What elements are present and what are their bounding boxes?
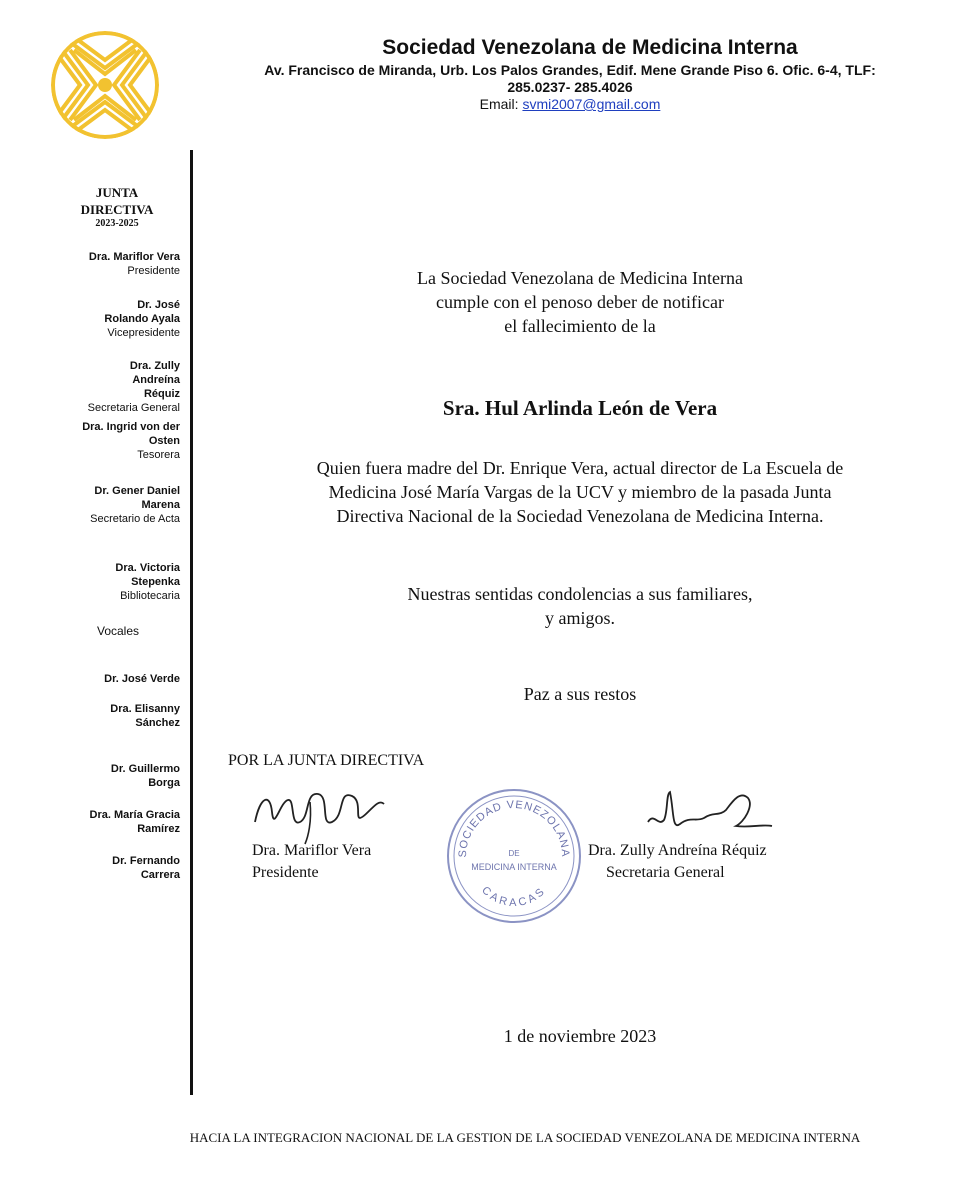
intro-paragraph — [240, 266, 920, 338]
stamp-mid-2: MEDICINA INTERNA — [471, 862, 557, 872]
junta-label: JUNTA — [95, 185, 139, 200]
member-treasurer — [40, 420, 180, 462]
member-role: Tesorera — [137, 449, 180, 461]
signer-secretary — [588, 840, 767, 884]
signer-president — [252, 840, 371, 884]
description-line: Quien fuera madre del Dr. Enrique Vera, actual director de La Escuela de — [316, 458, 844, 478]
condolences-paragraph — [240, 582, 920, 630]
member-secretary — [40, 359, 180, 415]
signer-name: Dra. Zully Andreína Réquiz — [588, 842, 767, 859]
stamp-mid-1: DE — [508, 849, 520, 858]
member-president — [40, 250, 180, 278]
junta-heading — [62, 184, 172, 230]
address-line-1: Av. Francisco de Miranda, Urb. Los Palos Grandes, Edif. Mene Grande Piso 6. Ofic. 6-4, TLF: — [264, 62, 876, 78]
document-date: 1 de noviembre 2023 — [503, 1026, 657, 1046]
member-role: Presidente — [127, 265, 180, 277]
signer-role: Presidente — [252, 864, 319, 881]
intro-line: cumple con el penoso deber de notificar — [436, 292, 724, 312]
description-line: Medicina José María Vargas de la UCV y miembro de la pasada Junta — [328, 482, 832, 502]
intro-line: el fallecimiento de la — [504, 316, 656, 336]
member-role: Vicepresidente — [107, 327, 180, 339]
member-role: Secretaria General — [87, 402, 180, 414]
vocal-name: Dr. José Verde — [104, 673, 180, 685]
org-name: Sociedad Venezolana de Medicina Interna — [382, 36, 798, 59]
vocal-name: Dra. María Gracia Ramírez — [89, 809, 180, 835]
vocal-item — [40, 854, 180, 882]
period: 2023-2025 — [95, 218, 139, 229]
footer-motto: HACIA LA INTEGRACION NACIONAL DE LA GESTION DE LA SOCIEDAD VENEZOLANA DE MEDICINA INTERNA — [189, 1130, 861, 1145]
stamp-top-text: SOCIEDAD VENEZOLANA — [456, 798, 572, 858]
condolences-line: Nuestras sentidas condolencias a sus familiares, — [407, 584, 753, 604]
member-role: Secretario de Acta — [90, 513, 180, 525]
description-line: Directiva Nacional de la Sociedad Venezolana de Medicina Interna. — [336, 506, 824, 526]
description-paragraph — [240, 456, 920, 528]
vocales-label: Vocales — [96, 624, 140, 638]
signer-role: Secretaria General — [606, 864, 725, 881]
address-line-2: 285.0237- 285.4026 — [507, 79, 633, 95]
vocal-name: Dr. Guillermo Borga — [110, 763, 180, 789]
vocal-item — [40, 702, 180, 730]
address — [220, 62, 920, 96]
vocal-item — [40, 808, 180, 836]
vocal-item — [40, 762, 180, 790]
member-name: Dr. José Rolando Ayala — [104, 299, 180, 325]
vocal-item — [40, 672, 180, 686]
member-name: Dr. Gener Daniel Marena — [94, 485, 180, 511]
intro-line: La Sociedad Venezolana de Medicina Interna — [416, 268, 744, 288]
member-role: Bibliotecaria — [120, 590, 180, 602]
condolences-line: y amigos. — [545, 608, 615, 628]
member-name: Dra. Zully Andreína Réquiz — [129, 360, 180, 400]
email-label: Email: — [479, 96, 519, 112]
deceased-name: Sra. Hul Arlinda León de Vera — [442, 396, 718, 420]
member-vicepresident — [40, 298, 180, 340]
sidebar-divider — [190, 150, 193, 1095]
member-name: Dra. Ingrid von der Osten — [82, 421, 180, 447]
directiva-label: DIRECTIVA — [80, 202, 154, 217]
member-librarian — [40, 561, 180, 603]
por-junta-label: POR LA JUNTA DIRECTIVA — [228, 752, 425, 769]
member-name: Dra. Victoria Stepenka — [115, 562, 180, 588]
member-acta — [40, 484, 180, 526]
stamp-bottom-text: CARACAS — [479, 884, 549, 910]
email-line — [220, 96, 920, 112]
logo-emblem — [50, 30, 160, 140]
signer-name: Dra. Mariflor Vera — [252, 842, 372, 859]
member-name: Dra. Mariflor Vera — [88, 251, 180, 263]
vocal-name: Dra. Elisanny Sánchez — [110, 703, 180, 729]
rest-line: Paz a sus restos — [523, 684, 637, 704]
email-link[interactable]: svmi2007@gmail.com — [522, 96, 661, 112]
official-stamp — [444, 786, 584, 926]
svg-text:CARACAS — [479, 884, 549, 909]
sun-emblem-icon — [50, 30, 160, 140]
vocal-name: Dr. Fernando Carrera — [112, 855, 180, 881]
